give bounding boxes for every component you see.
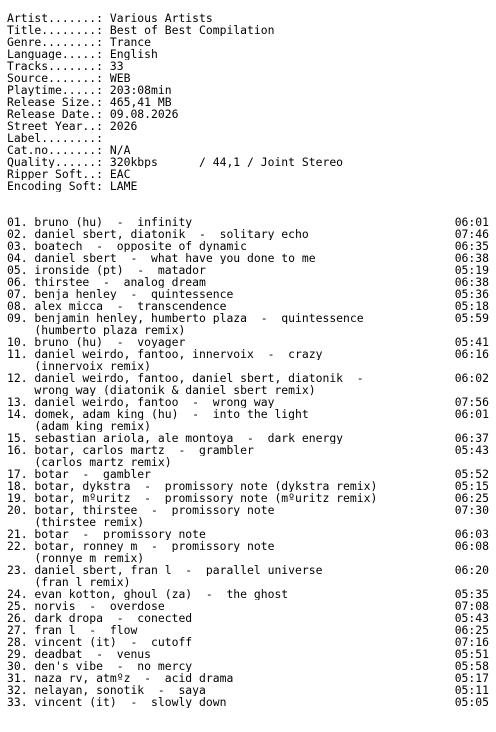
info-line: Genre........: Trance: [7, 36, 152, 48]
track-title: 05. ironside (pt) - matador: [7, 264, 206, 276]
track-row: [7, 276, 489, 288]
track-duration: 06:38: [454, 252, 489, 264]
track-row: [7, 288, 489, 300]
track-row: [7, 408, 489, 420]
track-duration: 06:02: [454, 372, 489, 384]
info-line: Encoding Soft: LAME: [7, 180, 138, 192]
track-title: 15. sebastian ariola, ale montoya - dark energy: [7, 432, 344, 444]
track-title: wrong way (diatonik & daniel sbert remix): [7, 384, 316, 396]
track-row: [7, 528, 489, 540]
track-row: [7, 432, 489, 444]
track-title: 18. botar, dykstra - promissory note (dykstra remix): [7, 480, 378, 492]
track-row: [7, 372, 489, 384]
track-row: [7, 504, 489, 516]
track-row: [7, 300, 489, 312]
track-row: [7, 384, 489, 396]
track-duration: 05:59: [454, 312, 489, 324]
track-title: 23. daniel sbert, fran l - parallel universe: [7, 564, 323, 576]
info-line: Label........:: [7, 132, 110, 144]
track-row: [7, 348, 489, 360]
track-title: 17. botar - gambler: [7, 468, 152, 480]
info-line: Language.....: English: [7, 48, 158, 60]
track-duration: 07:46: [454, 228, 489, 240]
track-title: 21. botar - promissory note: [7, 528, 206, 540]
track-title: 24. evan kotton, ghoul (za) - the ghost: [7, 588, 289, 600]
track-title: 11. daniel weirdo, fantoo, innervoix - crazy: [7, 348, 323, 360]
track-duration: 05:41: [454, 336, 489, 348]
track-duration: 06:03: [454, 528, 489, 540]
track-row: [7, 264, 489, 276]
release-nfo-document: [7, 12, 489, 708]
info-line: Artist.......: Various Artists: [7, 12, 213, 24]
track-duration: 06:37: [454, 432, 489, 444]
track-title: 19. botar, mºuritz - promissory note (mºuritz remix): [7, 492, 378, 504]
track-title: (innervoix remix): [7, 360, 152, 372]
track-duration: 05:05: [454, 696, 489, 708]
track-row: [7, 360, 489, 372]
track-title: 06. thirstee - analog dream: [7, 276, 206, 288]
track-duration: 05:43: [454, 444, 489, 456]
track-title: 03. boatech - opposite of dynamic: [7, 240, 248, 252]
track-duration: 05:58: [454, 660, 489, 672]
track-row: [7, 552, 489, 564]
track-duration: 06:08: [454, 540, 489, 552]
track-title: 28. vincent (it) - cutoff: [7, 636, 193, 648]
track-duration: 07:30: [454, 504, 489, 516]
track-title: 30. den's vibe - no mercy: [7, 660, 193, 672]
track-duration: 06:25: [454, 492, 489, 504]
track-title: 29. deadbat - venus: [7, 648, 152, 660]
track-duration: 06:38: [454, 276, 489, 288]
info-line: Release Date.: 09.08.2026: [7, 108, 179, 120]
track-title: 20. botar, thirstee - promissory note: [7, 504, 275, 516]
track-duration: [483, 384, 489, 396]
track-row: [7, 588, 489, 600]
info-line: Playtime.....: 203:08min: [7, 84, 172, 96]
track-title: 25. norvis - overdose: [7, 600, 165, 612]
track-row: [7, 600, 489, 612]
track-row: [7, 516, 489, 528]
track-duration: 06:35: [454, 240, 489, 252]
track-duration: 07:16: [454, 636, 489, 648]
track-duration: 05:19: [454, 264, 489, 276]
track-duration: [483, 456, 489, 468]
release-info-block: [7, 12, 489, 192]
track-duration: [483, 324, 489, 336]
track-row: [7, 456, 489, 468]
track-duration: 06:01: [454, 408, 489, 420]
track-duration: 07:08: [454, 600, 489, 612]
track-row: [7, 468, 489, 480]
track-row: [7, 576, 489, 588]
track-duration: 05:36: [454, 288, 489, 300]
track-row: [7, 684, 489, 696]
track-title: 01. bruno (hu) - infinity: [7, 216, 193, 228]
track-title: 26. dark dropa - conected: [7, 612, 193, 624]
track-duration: 05:35: [454, 588, 489, 600]
section-spacer: [7, 192, 489, 216]
track-duration: [483, 420, 489, 432]
track-duration: [483, 576, 489, 588]
track-duration: [483, 360, 489, 372]
track-duration: 06:20: [454, 564, 489, 576]
track-title: (carlos martz remix): [7, 456, 172, 468]
track-duration: 07:56: [454, 396, 489, 408]
track-row: [7, 324, 489, 336]
track-title: 31. naza rv, atmºz - acid drama: [7, 672, 234, 684]
track-row: [7, 696, 489, 708]
track-title: 12. daniel weirdo, fantoo, daniel sbert, diatonik -: [7, 372, 364, 384]
track-title: 32. nelayan, sonotik - saya: [7, 684, 206, 696]
track-title: 33. vincent (it) - slowly down: [7, 696, 227, 708]
track-duration: 05:51: [454, 648, 489, 660]
track-row: [7, 444, 489, 456]
track-duration: 05:17: [454, 672, 489, 684]
track-title: (thirstee remix): [7, 516, 145, 528]
track-title: (ronnye m remix): [7, 552, 145, 564]
track-title: 22. botar, ronney m - promissory note: [7, 540, 275, 552]
track-row: [7, 564, 489, 576]
track-row: [7, 216, 489, 228]
track-duration: 05:11: [454, 684, 489, 696]
track-title: 02. daniel sbert, diatonik - solitary echo: [7, 228, 309, 240]
track-title: 10. bruno (hu) - voyager: [7, 336, 186, 348]
track-title: 09. benjamin henley, humberto plaza - quintessence: [7, 312, 364, 324]
track-duration: [483, 552, 489, 564]
info-line: Release Size.: 465,41 MB: [7, 96, 172, 108]
info-line: Source.......: WEB: [7, 72, 131, 84]
info-line: Tracks.......: 33: [7, 60, 124, 72]
track-row: [7, 612, 489, 624]
track-duration: 05:52: [454, 468, 489, 480]
track-duration: 05:15: [454, 480, 489, 492]
track-title: 04. daniel sbert - what have you done to me: [7, 252, 316, 264]
tracklist: [7, 216, 489, 708]
track-row: [7, 480, 489, 492]
track-row: [7, 336, 489, 348]
track-row: [7, 252, 489, 264]
info-line: Quality......: 320kbps / 44,1 / Joint Stereo: [7, 156, 344, 168]
track-title: 27. fran l - flow: [7, 624, 138, 636]
track-row: [7, 636, 489, 648]
track-title: 08. alex micca - transcendence: [7, 300, 227, 312]
track-title: (adam king remix): [7, 420, 152, 432]
track-duration: [483, 516, 489, 528]
track-title: 16. botar, carlos martz - grambler: [7, 444, 254, 456]
track-title: 13. daniel weirdo, fantoo - wrong way: [7, 396, 275, 408]
info-line: Cat.no.......: N/A: [7, 144, 131, 156]
track-row: [7, 624, 489, 636]
track-duration: 06:16: [454, 348, 489, 360]
track-duration: 05:18: [454, 300, 489, 312]
track-title: (humberto plaza remix): [7, 324, 186, 336]
track-row: [7, 420, 489, 432]
track-title: 14. domek, adam king (hu) - into the light: [7, 408, 309, 420]
track-title: (fran l remix): [7, 576, 131, 588]
track-row: [7, 540, 489, 552]
track-row: [7, 240, 489, 252]
track-row: [7, 660, 489, 672]
track-row: [7, 648, 489, 660]
track-row: [7, 672, 489, 684]
track-duration: 05:43: [454, 612, 489, 624]
track-row: [7, 228, 489, 240]
info-line: Ripper Soft..: EAC: [7, 168, 131, 180]
track-title: 07. benja henley - quintessence: [7, 288, 234, 300]
track-row: [7, 312, 489, 324]
track-row: [7, 492, 489, 504]
track-duration: 06:25: [454, 624, 489, 636]
info-line: Street Year..: 2026: [7, 120, 138, 132]
track-duration: 06:01: [454, 216, 489, 228]
track-row: [7, 396, 489, 408]
info-line: Title........: Best of Best Compilation: [7, 24, 275, 36]
